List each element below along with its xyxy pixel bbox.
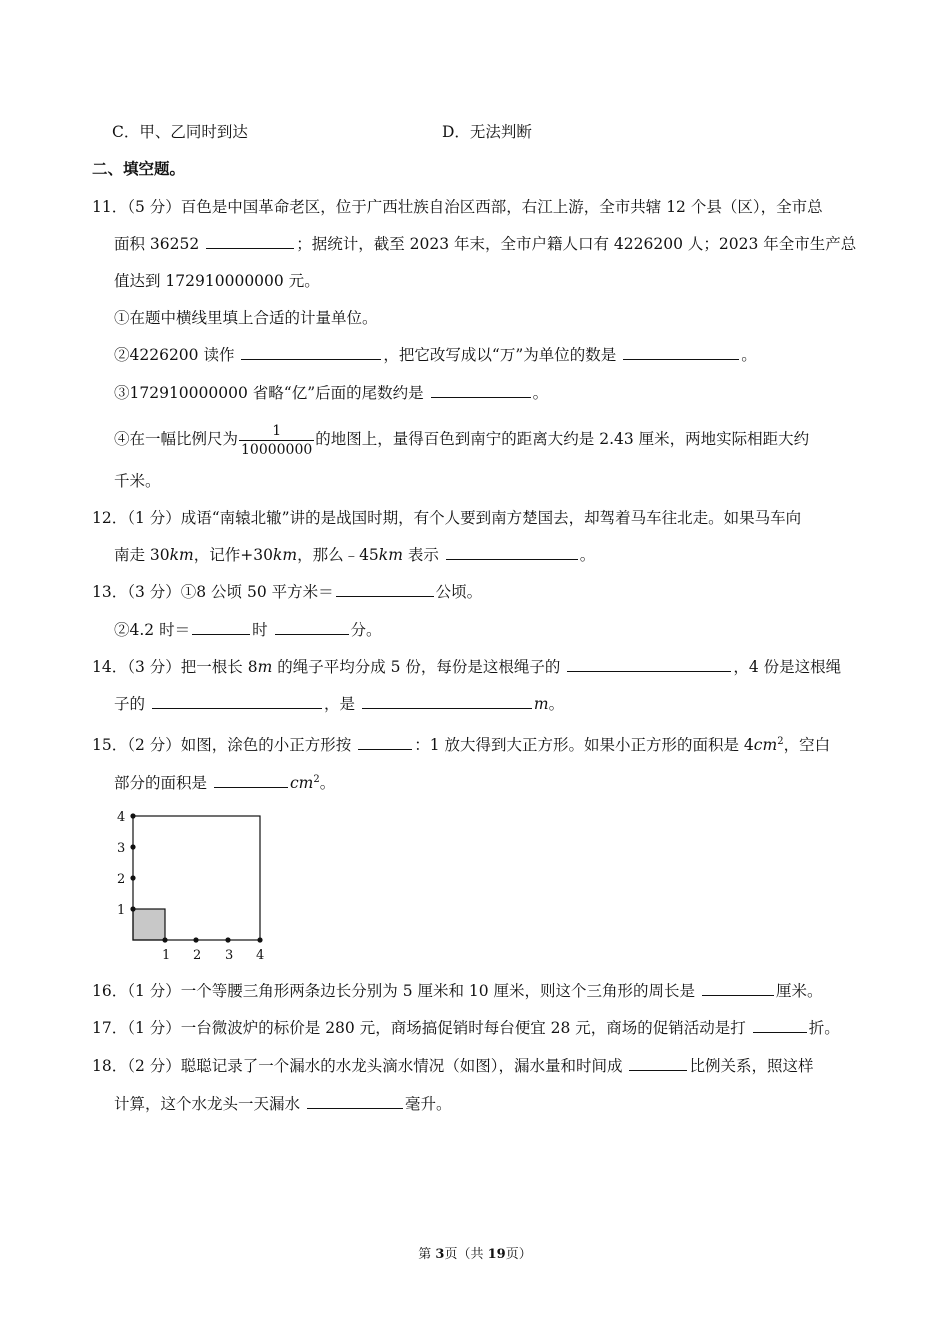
y-label-2: 2: [117, 872, 126, 887]
q14-line2: 子的 ，是 m。: [114, 695, 565, 713]
page-footer: 第 3页（共 19页）: [418, 1247, 532, 1262]
shaded-small-square: [133, 909, 165, 940]
y-label-4: 4: [117, 810, 126, 825]
option-d: D．无法判断: [442, 123, 532, 141]
q11-line1: 11．（5 分）百色是中国革命老区，位于广西壮族自治区西部，右江上游，全市共辖 12 个县（区），全市总: [92, 198, 823, 216]
q13-blank-hectare[interactable]: [336, 582, 434, 597]
q11-sub3: ③172910000000 省略“亿”后面的尾数约是 。: [114, 384, 549, 402]
y-dot-4: [130, 813, 135, 818]
x-dot-3: [225, 937, 230, 942]
x-label-2: 2: [193, 948, 202, 963]
page-number: 3: [435, 1247, 445, 1262]
q11-blank-read[interactable]: [241, 345, 381, 360]
q14-blank-fraction[interactable]: [567, 657, 731, 672]
q15-line1: 15．（2 分）如图，涂色的小正方形按 ：1 放大得到大正方形。如果小正方形的面积是 $4cm^2$，空白: [92, 736, 831, 755]
scale-fraction: $\frac{1}{10000000}$: [241, 422, 313, 458]
y-dot-3: [130, 844, 135, 849]
y-label-1: 1: [117, 903, 126, 918]
q11-sub4: ④在一幅比例尺为 $\frac{1}{10000000}$ 的地图上，量得百色到南宁的距离大约是 2.43 厘米，两地实际相距大约: [114, 422, 810, 458]
q12-blank[interactable]: [446, 545, 578, 560]
q16-line: 16．（1 分）一个等腰三角形两条边长分别为 5 厘米和 10 厘米，则这个三角形的周长是 厘米。: [92, 982, 823, 1000]
q11-line2: 面积 36252 ；据统计，截至 2023 年末，全市户籍人口有 4226200 人；2023 年全市生产总: [114, 235, 857, 253]
q11-blank-wan[interactable]: [623, 345, 739, 360]
page-total: 19: [487, 1247, 506, 1262]
q12-line1: 12．（1 分）成语“南辕北辙”讲的是战国时期，有个人要到南方楚国去，却驾着马车往北走。如果马车向: [92, 509, 802, 527]
q13-blank-minute[interactable]: [275, 620, 349, 635]
x-label-4: 4: [256, 948, 265, 963]
q18-line1: 18．（2 分）聪聪记录了一个漏水的水龙头滴水情况（如图），漏水量和时间成 比例关系，照这样: [92, 1057, 814, 1075]
q16-blank[interactable]: [702, 981, 774, 996]
option-c: C．甲、乙同时到达: [112, 123, 248, 141]
q14-blank-length[interactable]: [362, 694, 532, 709]
section-heading: 二、填空题。: [92, 159, 186, 178]
q11-sub2: ②4226200 读作 ，把它改写成以“万”为单位的数是 。: [114, 346, 757, 364]
q11-blank-unit[interactable]: [206, 234, 294, 249]
x-label-1: 1: [162, 948, 171, 963]
x-dot-2: [193, 937, 198, 942]
q18-line2: 计算，这个水龙头一天漏水 毫升。: [114, 1095, 452, 1113]
q11-blank-yi[interactable]: [431, 383, 531, 398]
q18-blank-ml[interactable]: [307, 1094, 403, 1109]
q11-sub1: ①在题中横线里填上合适的计量单位。: [114, 309, 378, 327]
q15-line2: 部分的面积是 $cm^2$。: [114, 774, 336, 793]
x-dot-1: [162, 937, 167, 942]
y-dot-2: [130, 875, 135, 880]
square-figure: [110, 806, 270, 966]
q12-line2: 南走 30km，记作+30km，那么﹣45km 表示 。: [114, 546, 596, 564]
q11-line3: 值达到 172910000000 元。: [114, 272, 320, 290]
y-dot-1: [130, 906, 135, 911]
q13-line2: ②4.2 时＝ 时 分。: [114, 621, 382, 639]
q14-line1: 14．（3 分）把一根长 8m 的绳子平均分成 5 份，每份是这根绳子的 ，4 份是这根绳: [92, 658, 842, 676]
x-dot-4: [257, 937, 262, 942]
q17-line: 17．（1 分）一台微波炉的标价是 280 元，商场搞促销时每台便宜 28 元，商场的促销活动是打 折。: [92, 1019, 840, 1037]
q15-blank-ratio[interactable]: [358, 735, 412, 750]
q14-blank-four-parts[interactable]: [152, 694, 322, 709]
q17-blank[interactable]: [753, 1018, 807, 1033]
q15-blank-area[interactable]: [214, 773, 288, 788]
y-label-3: 3: [117, 841, 126, 856]
q13-line1: 13．（3 分）①8 公顷 50 平方米＝ 公顷。: [92, 583, 483, 601]
q11-sub4-end: 千米。: [114, 472, 161, 490]
q13-blank-hour[interactable]: [192, 620, 250, 635]
x-label-3: 3: [225, 948, 234, 963]
q18-blank-proportion[interactable]: [629, 1056, 687, 1071]
